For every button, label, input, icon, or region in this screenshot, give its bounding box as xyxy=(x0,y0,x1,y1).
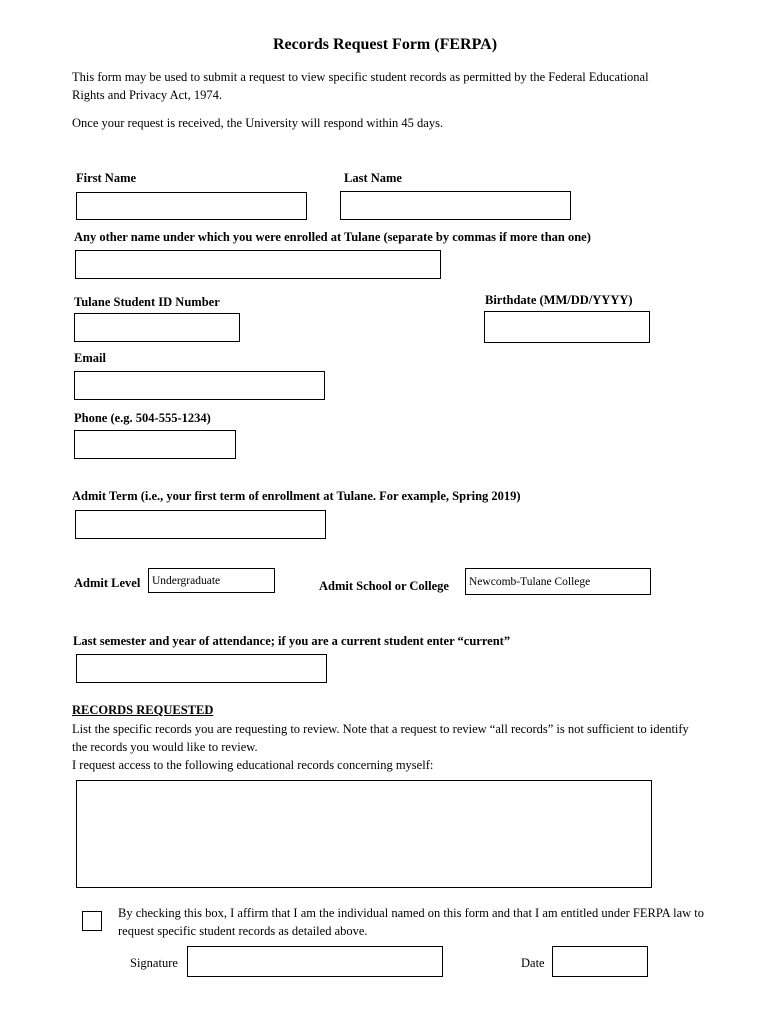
last-name-label: Last Name xyxy=(344,171,402,185)
intro-text: This form may be used to submit a request to view specific student records as permitted by the Federal Educational Rights and Privacy Act, 1974. xyxy=(72,70,649,102)
signature-label: Signature xyxy=(130,956,178,970)
admit-school-input[interactable] xyxy=(465,568,651,595)
email-label: Email xyxy=(74,351,106,365)
phone-label: Phone (e.g. 504-555-1234) xyxy=(74,411,211,425)
birthdate-input[interactable] xyxy=(484,311,650,343)
records-request-line: I request access to the following educational records concerning myself: xyxy=(72,758,434,772)
signature-input[interactable] xyxy=(187,946,443,977)
records-instructions: List the specific records you are requesting to review. Note that a request to review “all records” is not sufficient to identify the records you would like to review. xyxy=(72,722,689,754)
admit-school-label: Admit School or College xyxy=(319,579,449,593)
date-input[interactable] xyxy=(552,946,648,977)
records-heading: RECORDS REQUESTED xyxy=(72,703,214,717)
affirmation-checkbox[interactable] xyxy=(82,911,102,931)
records-textarea[interactable] xyxy=(76,780,652,888)
student-id-input[interactable] xyxy=(74,313,240,342)
first-name-input[interactable] xyxy=(76,192,307,220)
last-semester-input[interactable] xyxy=(76,654,327,683)
email-input[interactable] xyxy=(74,371,325,400)
page-title: Records Request Form (FERPA) xyxy=(272,36,498,53)
last-name-input[interactable] xyxy=(340,191,571,220)
other-names-input[interactable] xyxy=(75,250,441,279)
response-note: Once your request is received, the University will respond within 45 days. xyxy=(72,116,444,130)
admit-level-input[interactable] xyxy=(148,568,275,593)
admit-term-label: Admit Term (i.e., your first term of enrollment at Tulane. For example, Spring 2019) xyxy=(72,489,521,503)
student-id-label: Tulane Student ID Number xyxy=(74,295,220,309)
affirmation-text: By checking this box, I affirm that I am the individual named on this form and that I am entitled under FERPA law to request specific student records as detailed above. xyxy=(118,906,705,938)
date-label: Date xyxy=(521,956,545,970)
admit-level-label: Admit Level xyxy=(74,576,141,590)
first-name-label: First Name xyxy=(76,171,137,185)
birthdate-label: Birthdate (MM/DD/YYYY) xyxy=(485,293,633,307)
phone-input[interactable] xyxy=(74,430,236,459)
admit-term-input[interactable] xyxy=(75,510,326,539)
last-semester-label: Last semester and year of attendance; if you are a current student enter “current” xyxy=(73,634,511,648)
other-names-label: Any other name under which you were enrolled at Tulane (separate by commas if more than one) xyxy=(74,230,591,244)
